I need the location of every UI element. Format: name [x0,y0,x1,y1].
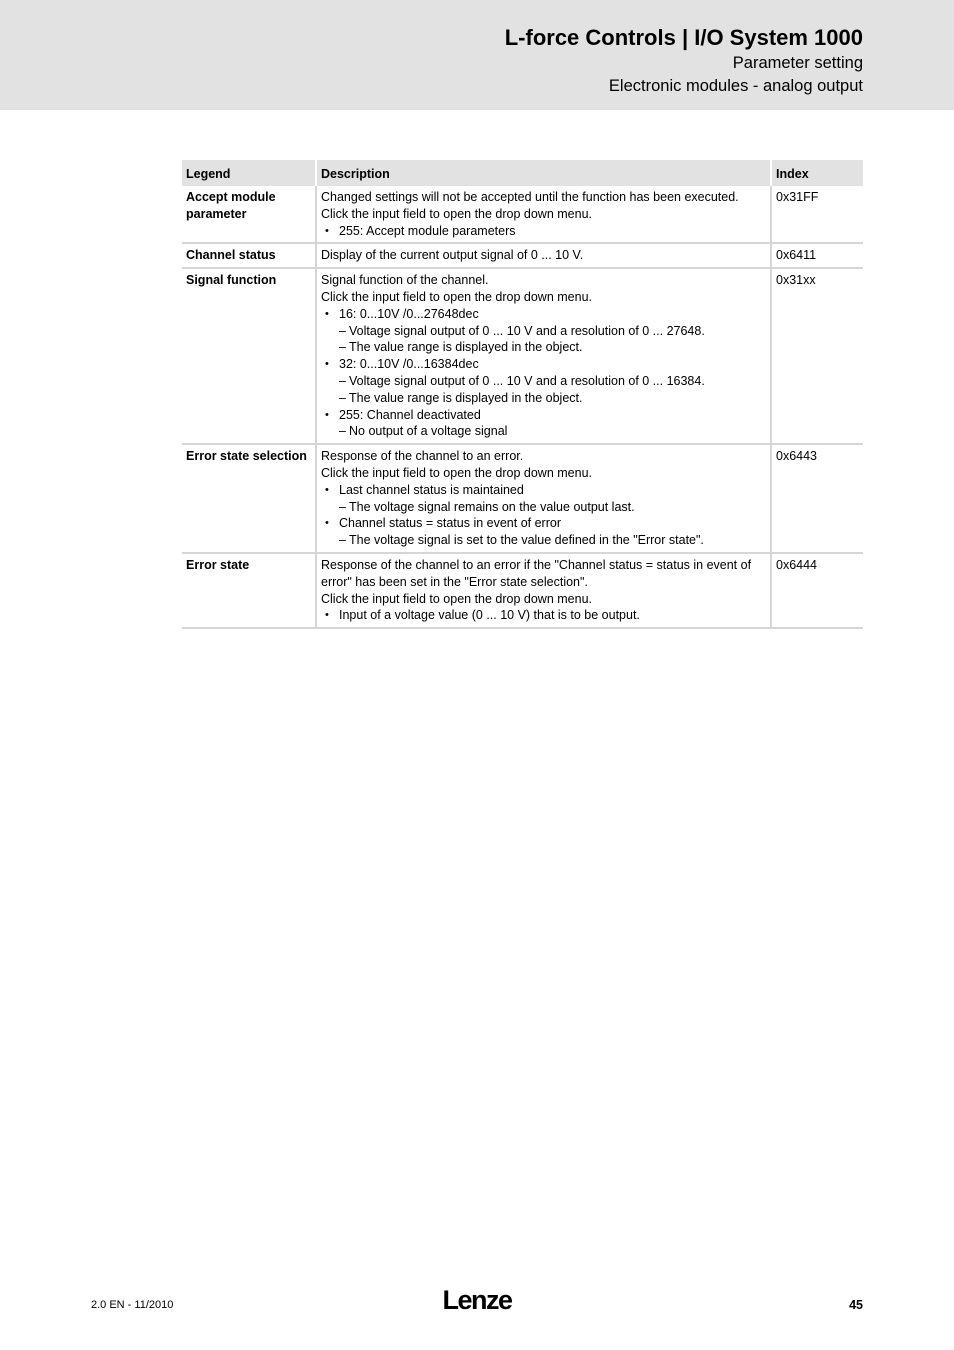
column-header-index: Index [772,160,863,186]
bullet-item: • Last channel status is maintained [321,482,766,499]
column-header-description: Description [317,160,772,186]
description-cell [317,269,772,445]
description-text: Signal function of the channel. [321,273,489,288]
subsection-title: Electronic modules - analog output [608,77,863,95]
document-version: 2.0 EN - 11/2010 [91,1299,174,1311]
legend-cell: Error state [182,554,317,629]
sub-item: – No output of a voltage signal [321,423,766,440]
description-text: Click the input field to open the drop down menu. [321,465,593,480]
document-title: L-force Controls | I/O System 1000 [504,25,863,50]
legend-cell: Error state selection [182,445,317,554]
table-header-row [182,160,863,186]
legend-cell: Signal function [182,269,317,445]
table-row [182,554,863,629]
bullet-item: • 255: Accept module parameters [321,223,766,240]
description-cell [317,244,772,269]
bullet-item: • 255: Channel deactivated [321,407,766,424]
page-header [0,0,954,110]
description-text: Response of the channel to an error if the "Channel status = status in event of error" has been set in the "Error state selection". [321,557,752,589]
sub-item: – Voltage signal output of 0 ... 10 V and a resolution of 0 ... 27648. [321,323,766,340]
parameter-table [182,160,863,629]
page-number: 45 [849,1298,863,1312]
description-text: Click the input field to open the drop down menu. [321,591,593,606]
bullet-item: • Input of a voltage value (0 ... 10 V) that is to be output. [321,607,766,624]
sub-item: – Voltage signal output of 0 ... 10 V and a resolution of 0 ... 16384. [321,373,766,390]
index-cell: 0x6443 [772,445,863,554]
table-body [182,186,863,629]
description-text: Changed settings will not be accepted until the function has been executed. [321,190,739,204]
bullet-item: • 32: 0...10V /0...16384dec [321,356,766,373]
section-title: Parameter setting [732,54,863,72]
lenze-logo [437,1287,517,1315]
index-cell: 0x6411 [772,244,863,269]
lenze-logo-text: Lenze [442,1287,512,1315]
bullet-item: • 16: 0...10V /0...27648dec [321,306,766,323]
table-row [182,269,863,445]
description-cell [317,186,772,244]
sub-item: – The voltage signal remains on the value output last. [321,499,766,516]
sub-item: – The value range is displayed in the object. [321,390,766,407]
legend-cell: Channel status [182,244,317,269]
bullet-item: • Channel status = status in event of error [321,515,766,532]
index-cell: 0x6444 [772,554,863,629]
description-text: Display of the current output signal of 0 ... 10 V. [321,248,584,263]
sub-item: – The voltage signal is set to the value defined in the "Error state". [321,532,766,549]
description-cell [317,445,772,554]
description-text: Click the input field to open the drop down menu. [321,206,593,221]
description-text: Click the input field to open the drop down menu. [321,289,593,304]
description-text: Response of the channel to an error. [321,449,524,464]
sub-item: – The value range is displayed in the object. [321,339,766,356]
legend-cell: Accept module parameter [182,186,317,244]
table-row [182,244,863,269]
column-header-legend: Legend [182,160,317,186]
table-row [182,445,863,554]
description-cell [317,554,772,629]
table-row [182,186,863,244]
index-cell: 0x31FF [772,186,863,244]
index-cell: 0x31xx [772,269,863,445]
